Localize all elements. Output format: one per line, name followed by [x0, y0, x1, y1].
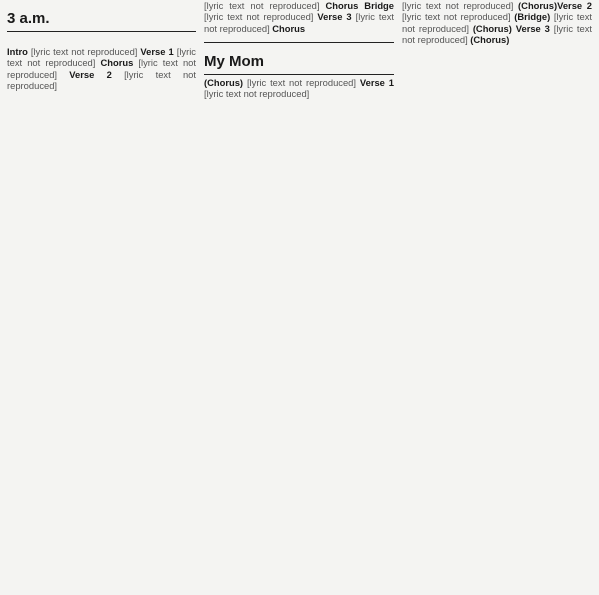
lyric-placeholder: [lyric text not reproduced] [402, 11, 592, 34]
lyric-placeholder: [lyric text not reproduced] [7, 57, 196, 80]
lyric-placeholder: [lyric text not reproduced] [204, 0, 326, 11]
song-title-3am: 3 a.m. [7, 0, 196, 32]
column-2 [204, 0, 394, 99]
lyric-placeholder: [lyric text not reproduced] [402, 22, 592, 45]
lyrics-block [402, 0, 592, 45]
lyric-placeholder: [lyric text not reproduced] [7, 46, 196, 69]
lyrics-block [204, 77, 394, 100]
section-marker: Verse 3 [317, 11, 356, 23]
section-marker: Chorus Bridge [325, 0, 394, 11]
section-marker: Verse 1 [359, 76, 394, 88]
lyric-placeholder: [lyric text not reproduced] [246, 76, 360, 88]
section-marker: (Chorus) [470, 33, 510, 45]
section-marker: (Chorus)Verse 2 [518, 0, 592, 11]
column-3 [402, 0, 592, 45]
section-marker: Chorus [100, 57, 139, 69]
column-1 [7, 0, 196, 91]
divider [204, 42, 394, 43]
song-title-my-mom: My Mom [204, 53, 394, 75]
lyrics-block [7, 46, 196, 91]
section-marker: Intro [7, 46, 31, 57]
lyric-placeholder: [lyric text not reproduced] [402, 0, 519, 11]
section-marker: (Chorus) [204, 76, 247, 88]
lyric-placeholder: [lyric text not reproduced] [30, 46, 141, 57]
lyric-placeholder: [lyric text not reproduced] [204, 11, 318, 23]
section-marker: Verse 2 [69, 68, 125, 80]
section-marker: Chorus [272, 22, 306, 34]
lyric-placeholder: [lyric text not reproduced] [7, 68, 196, 91]
lyric-placeholder: [lyric text not reproduced] [204, 88, 310, 100]
lyrics-block [204, 0, 394, 34]
section-marker: Verse 1 [140, 46, 177, 57]
lyric-placeholder: [lyric text not reproduced] [402, 11, 515, 23]
section-marker: (Chorus) Verse 3 [472, 22, 554, 34]
section-marker: (Bridge) [514, 11, 554, 23]
lyric-placeholder: [lyric text not reproduced] [204, 11, 394, 34]
